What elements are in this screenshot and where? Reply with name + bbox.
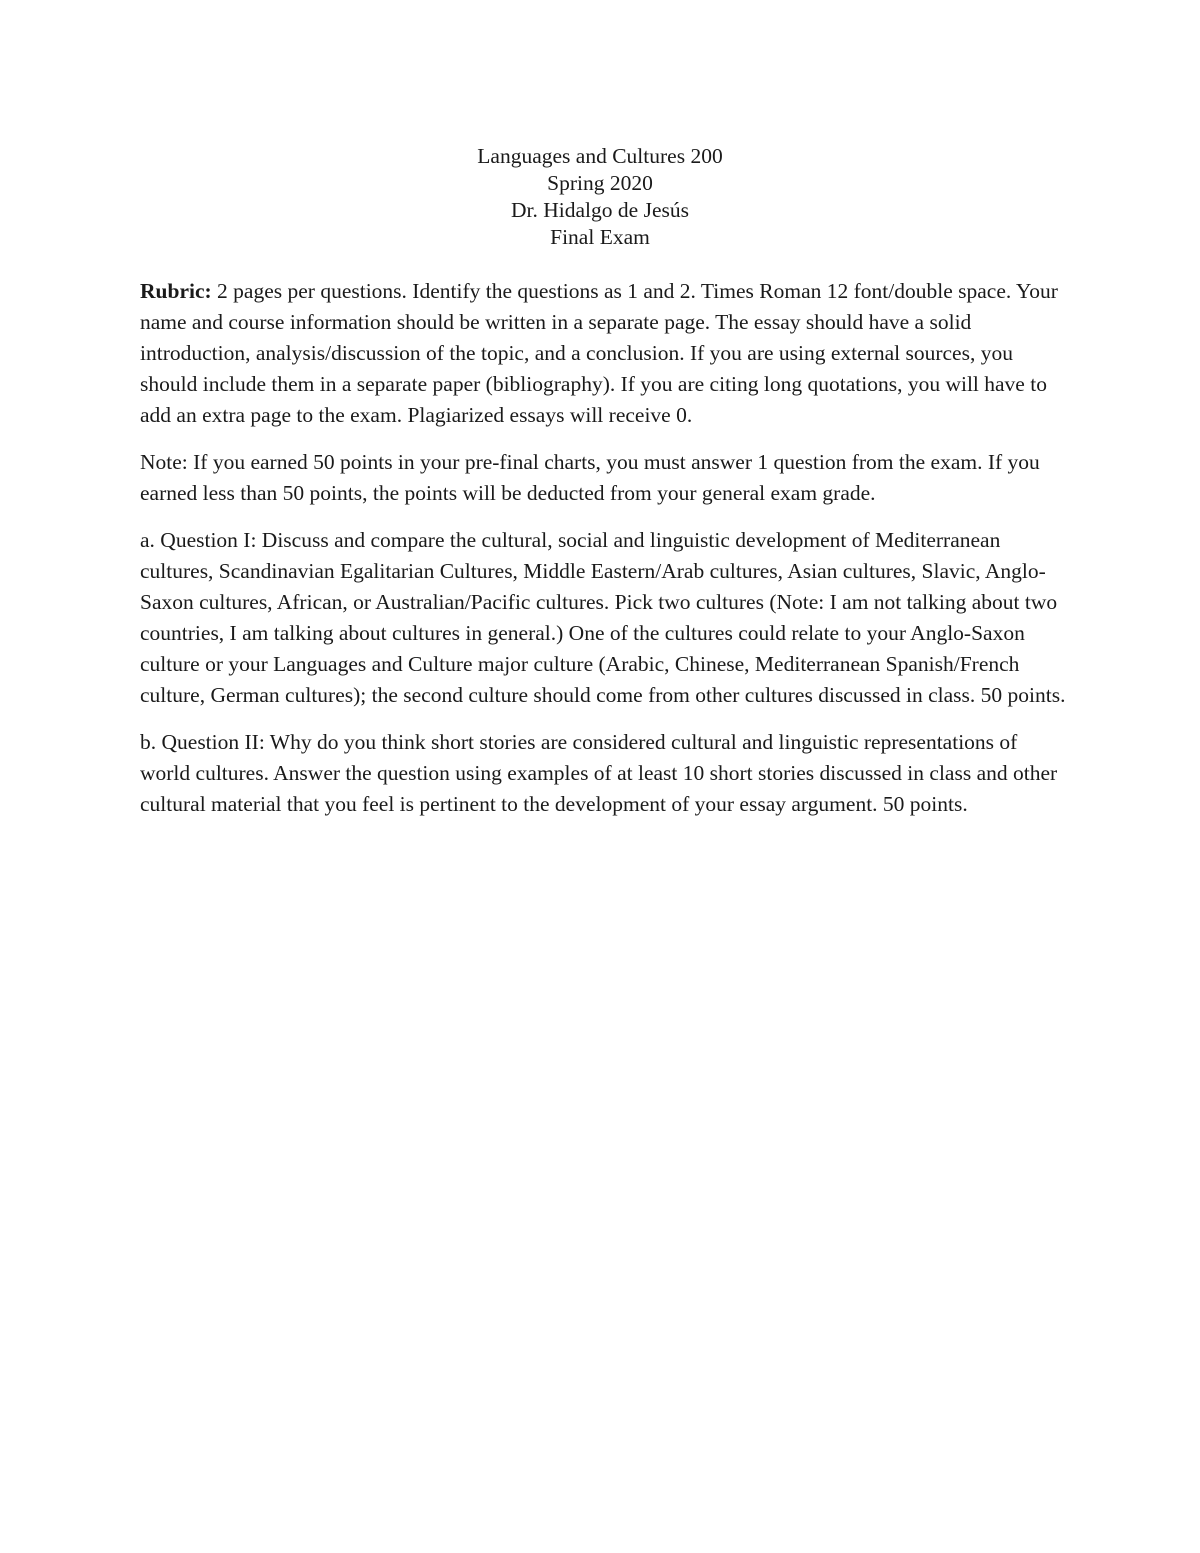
term-label: Spring 2020 <box>547 171 653 195</box>
exam-header <box>0 143 1200 251</box>
question-one: a. Question I: Discuss and compare the cultural, social and linguistic development of Mediterranean cultures, Scandinavian Egalitarian Cultures, Middle Eastern/Arab cultures, Asian cultures, Slavic, Anglo-Saxon cultures, African, or Australian/Pacific cultures. Pick two cultures (Note: I am not talking about two countries, I am talking about cultures in general.) One of the cultures could relate to your Anglo-Saxon culture or your Languages and Culture major culture (Arabic, Chinese, Mediterranean Spanish/French culture, German cultures); the second culture should come from other cultures discussed in class. 50 points. <box>140 528 1066 707</box>
exam-body <box>140 276 1070 836</box>
exam-title: Final Exam <box>550 225 650 249</box>
course-title: Languages and Cultures 200 <box>477 144 723 168</box>
rubric-label: Rubric: <box>140 279 212 303</box>
rubric-paragraph <box>140 276 1070 431</box>
question-two: b. Question II: Why do you think short stories are considered cultural and linguistic representations of world cultures. Answer the question using examples of at least 10 short stories discussed in class and other cultural material that you feel is pertinent to the development of your essay argument. 50 points. <box>140 730 1058 816</box>
rubric-text: 2 pages per questions. Identify the questions as 1 and 2. Times Roman 12 font/double space. Your name and course information should be written in a separate page. The essay should have a solid introduction, analysis/discussion of the topic, and a conclusion. If you are using external sources, you should include them in a separate paper (bibliography). If you are citing long quotations, you will have to add an extra page to the exam. Plagiarized essays will receive 0. <box>140 279 1058 427</box>
note-paragraph: Note: If you earned 50 points in your pre-final charts, you must answer 1 question from the exam. If you earned less than 50 points, the points will be deducted from your general exam grade. <box>140 450 1040 505</box>
instructor-name: Dr. Hidalgo de Jesús <box>511 198 689 222</box>
